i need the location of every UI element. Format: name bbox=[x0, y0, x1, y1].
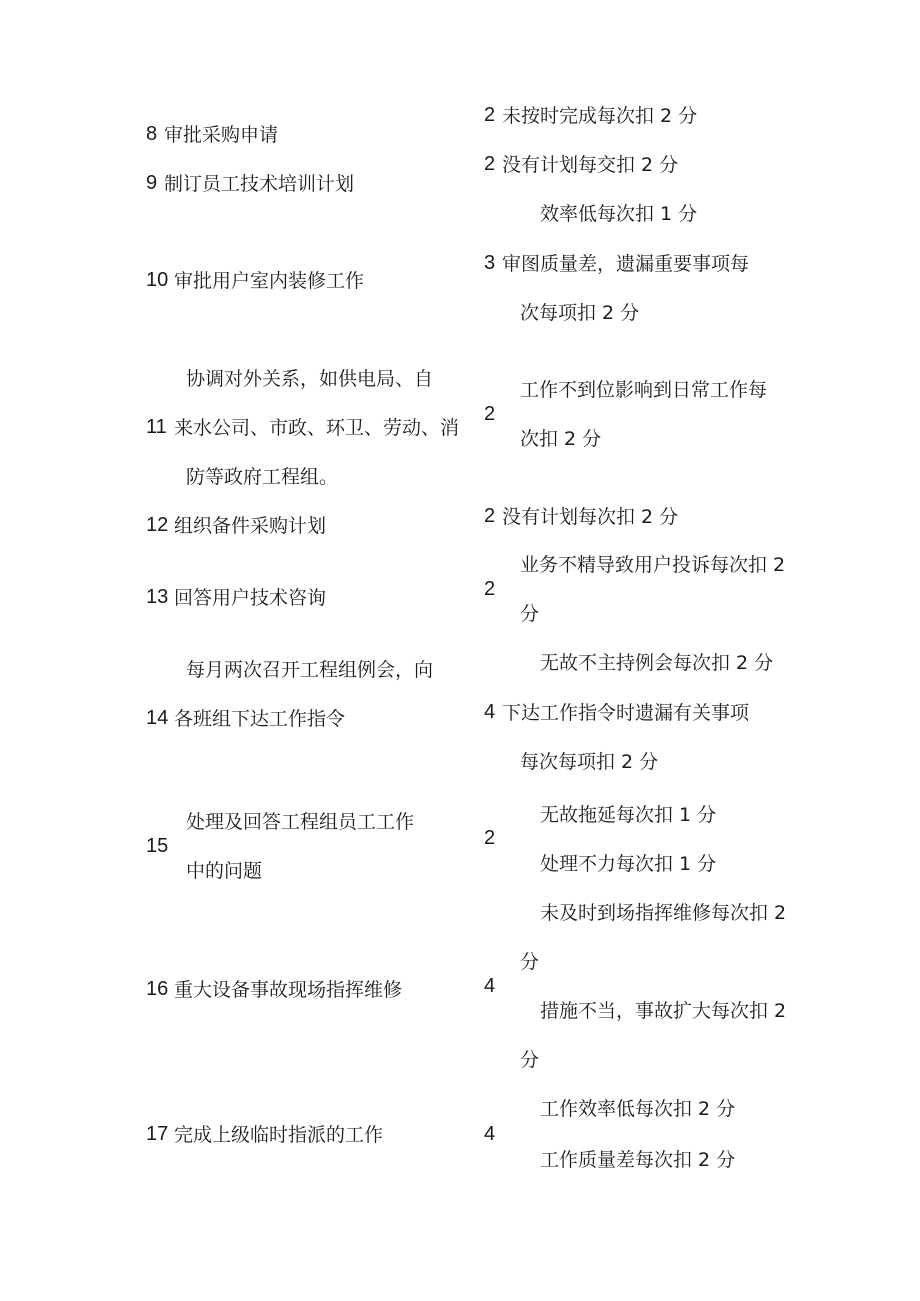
item-number: 15 bbox=[146, 835, 169, 857]
item-task: 防等政府工程组。 bbox=[186, 466, 339, 488]
item-score: 4 bbox=[484, 975, 496, 997]
item-criterion: 分 bbox=[520, 1049, 540, 1071]
item-criterion: 分 bbox=[520, 951, 540, 973]
item-criterion: 工作效率低每次扣 2 分 bbox=[540, 1098, 736, 1120]
item-criterion: 业务不精导致用户投诉每次扣 2 bbox=[520, 554, 786, 576]
item-number: 8 bbox=[146, 123, 158, 145]
item-number: 10 bbox=[146, 269, 169, 291]
item-task: 完成上级临时指派的工作 bbox=[174, 1124, 384, 1146]
item-criterion: 工作质量差每次扣 2 分 bbox=[540, 1149, 736, 1171]
item-criterion: 工作不到位影响到日常工作每 bbox=[520, 379, 768, 401]
item-score: 4 bbox=[484, 1123, 496, 1145]
item-task: 每月两次召开工程组例会，向 bbox=[186, 659, 434, 681]
item-task: 组织备件采购计划 bbox=[174, 515, 327, 537]
item-number: 9 bbox=[146, 172, 158, 194]
item-criterion: 未及时到场指挥维修每次扣 2 bbox=[540, 902, 787, 924]
item-criterion: 措施不当，事故扩大每次扣 2 bbox=[540, 1000, 787, 1022]
item-criterion: 每次每项扣 2 分 bbox=[520, 751, 659, 773]
item-criterion: 无故不主持例会每次扣 2 分 bbox=[540, 652, 774, 674]
item-score: 4 bbox=[484, 701, 496, 723]
item-score: 2 bbox=[484, 505, 496, 527]
item-score: 2 bbox=[484, 403, 496, 425]
item-number: 17 bbox=[146, 1123, 169, 1145]
item-criterion: 下达工作指令时遗漏有关事项 bbox=[502, 702, 750, 724]
item-criterion: 分 bbox=[520, 603, 540, 625]
item-task: 重大设备事故现场指挥维修 bbox=[174, 979, 403, 1001]
item-task: 来水公司、市政、环卫、劳动、消 bbox=[174, 417, 460, 439]
item-task: 协调对外关系，如供电局、自 bbox=[186, 368, 434, 390]
item-criterion: 处理不力每次扣 1 分 bbox=[540, 853, 717, 875]
item-score: 2 bbox=[484, 104, 496, 126]
item-criterion: 无故拖延每次扣 1 分 bbox=[540, 804, 717, 826]
item-task: 中的问题 bbox=[186, 860, 263, 882]
item-number: 11 bbox=[146, 416, 167, 438]
item-number: 16 bbox=[146, 978, 169, 1000]
item-task: 审批用户室内装修工作 bbox=[174, 270, 365, 292]
item-task: 审批采购申请 bbox=[164, 124, 279, 146]
item-task: 处理及回答工程组员工工作 bbox=[186, 811, 415, 833]
item-criterion: 次扣 2 分 bbox=[520, 428, 602, 450]
item-number: 12 bbox=[146, 514, 169, 536]
item-criterion: 没有计划每交扣 2 分 bbox=[502, 154, 679, 176]
item-score: 2 bbox=[484, 827, 496, 849]
item-criterion: 审图质量差，遗漏重要事项每 bbox=[502, 253, 750, 275]
item-task: 各班组下达工作指令 bbox=[174, 708, 346, 730]
item-criterion: 次每项扣 2 分 bbox=[520, 302, 640, 324]
item-criterion: 未按时完成每次扣 2 分 bbox=[502, 105, 698, 127]
item-criterion: 没有计划每次扣 2 分 bbox=[502, 506, 679, 528]
item-number: 14 bbox=[146, 707, 169, 729]
item-number: 13 bbox=[146, 586, 169, 608]
item-score: 2 bbox=[484, 578, 496, 600]
item-criterion: 效率低每次扣 1 分 bbox=[540, 203, 698, 225]
item-task: 制订员工技术培训计划 bbox=[164, 173, 355, 195]
item-task: 回答用户技术咨询 bbox=[174, 587, 327, 609]
item-score: 3 bbox=[484, 252, 496, 274]
item-score: 2 bbox=[484, 153, 496, 175]
